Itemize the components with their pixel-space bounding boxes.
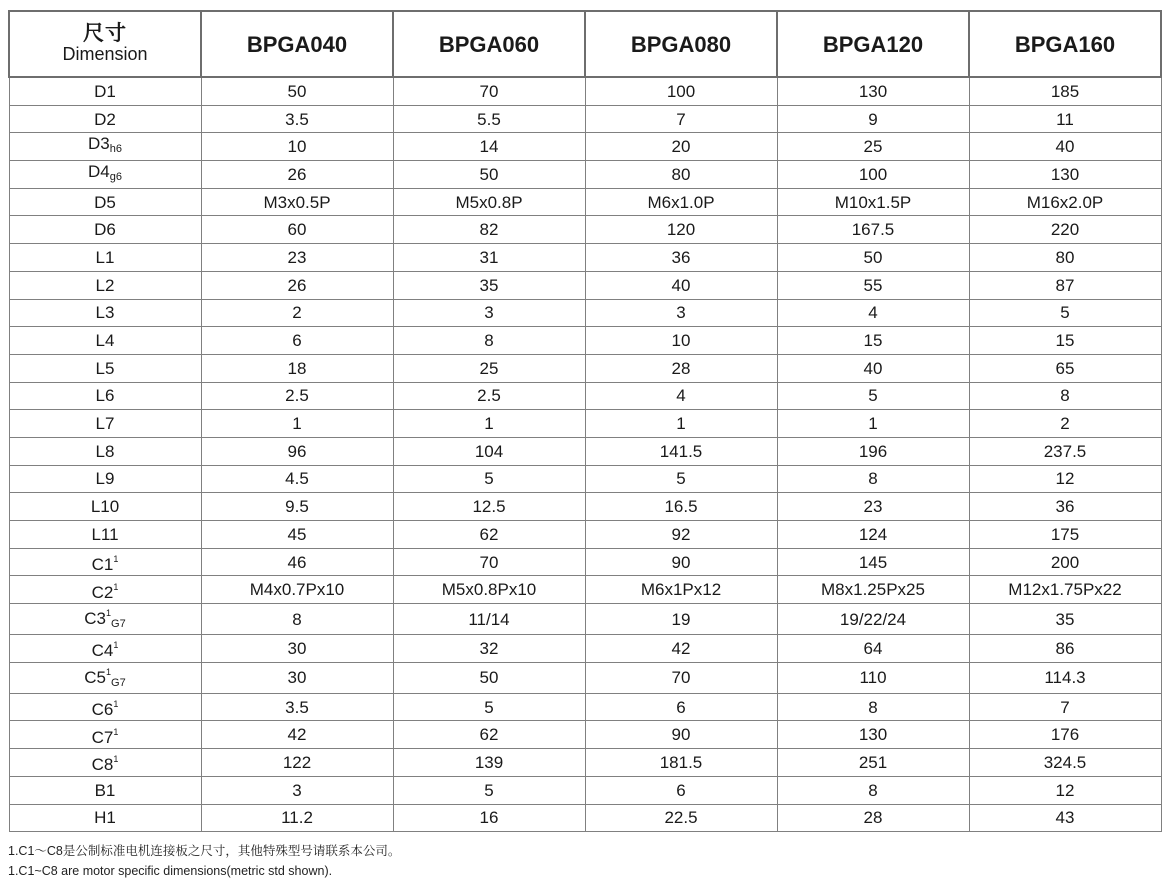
table-cell: 2 bbox=[969, 410, 1161, 438]
table-cell: 251 bbox=[777, 749, 969, 777]
dimension-label-text: C6 bbox=[91, 700, 114, 720]
table-cell: 12 bbox=[969, 465, 1161, 493]
footnote-cn: 1.C1～C8是公制标准电机连接板之尺寸，其他特殊型号请联系本公司。 bbox=[8, 844, 401, 858]
dimension-label bbox=[9, 299, 201, 327]
dimension-label-text: L6 bbox=[95, 386, 115, 406]
table-cell: M4x0.7Px10 bbox=[201, 576, 393, 604]
table-cell: 124 bbox=[777, 521, 969, 549]
table-cell: 3.5 bbox=[201, 105, 393, 133]
table-cell: 5 bbox=[393, 776, 585, 804]
dimension-label-text: H1 bbox=[94, 808, 116, 828]
table-cell: 45 bbox=[201, 521, 393, 549]
model-header: BPGA080 bbox=[585, 11, 777, 77]
table-row bbox=[9, 635, 1161, 663]
dimension-label-text: B1 bbox=[94, 780, 116, 800]
dimension-label bbox=[9, 548, 201, 576]
table-cell: 5 bbox=[969, 299, 1161, 327]
table-cell: 62 bbox=[393, 721, 585, 749]
table-cell: 220 bbox=[969, 216, 1161, 244]
dimension-label-text: L2 bbox=[95, 275, 115, 295]
table-cell: 130 bbox=[777, 77, 969, 105]
table-row bbox=[9, 749, 1161, 777]
model-header: BPGA120 bbox=[777, 11, 969, 77]
table-cell: 5 bbox=[393, 693, 585, 721]
table-cell: 6 bbox=[201, 327, 393, 355]
table-cell: 9.5 bbox=[201, 493, 393, 521]
table-cell: 8 bbox=[201, 604, 393, 635]
table-cell: 141.5 bbox=[585, 437, 777, 465]
table-row bbox=[9, 410, 1161, 438]
table-row bbox=[9, 493, 1161, 521]
table-cell: 9 bbox=[777, 105, 969, 133]
table-cell: 139 bbox=[393, 749, 585, 777]
table-row bbox=[9, 776, 1161, 804]
dimension-header-cn: 尺寸 bbox=[83, 22, 127, 45]
table-cell: 130 bbox=[969, 161, 1161, 189]
table-row bbox=[9, 299, 1161, 327]
table-cell: 7 bbox=[969, 693, 1161, 721]
dimension-label-text: L8 bbox=[95, 441, 115, 461]
dimension-label-text: L9 bbox=[95, 469, 115, 489]
dimension-label-text: D6 bbox=[94, 220, 116, 240]
table-row bbox=[9, 437, 1161, 465]
table-cell: 82 bbox=[393, 216, 585, 244]
table-cell: 46 bbox=[201, 548, 393, 576]
table-cell: 26 bbox=[201, 271, 393, 299]
footnote-marker: 1 bbox=[113, 640, 119, 651]
dimension-label bbox=[9, 721, 201, 749]
dimension-label bbox=[9, 77, 201, 105]
dimension-label-text: C2 bbox=[91, 582, 114, 602]
table-cell: 1 bbox=[393, 410, 585, 438]
table-cell: 32 bbox=[393, 635, 585, 663]
dimension-label bbox=[9, 216, 201, 244]
table-cell: 175 bbox=[969, 521, 1161, 549]
table-cell: 8 bbox=[777, 776, 969, 804]
table-cell: 6 bbox=[585, 776, 777, 804]
table-cell: 2.5 bbox=[201, 382, 393, 410]
dimension-label-text: L3 bbox=[95, 303, 115, 323]
table-row bbox=[9, 693, 1161, 721]
table-body bbox=[9, 77, 1161, 832]
table-cell: 42 bbox=[585, 635, 777, 663]
dimension-label bbox=[9, 382, 201, 410]
table-cell: 20 bbox=[585, 133, 777, 161]
table-row bbox=[9, 77, 1161, 105]
table-cell: M8x1.25Px25 bbox=[777, 576, 969, 604]
dimension-label-text: L10 bbox=[90, 497, 120, 517]
table-cell: 167.5 bbox=[777, 216, 969, 244]
table-cell: 80 bbox=[969, 244, 1161, 272]
dimension-label bbox=[9, 105, 201, 133]
table-cell: 30 bbox=[201, 635, 393, 663]
tolerance-subscript: G7 bbox=[111, 676, 126, 689]
table-row bbox=[9, 604, 1161, 635]
dimension-label-text: D3 bbox=[88, 134, 110, 154]
table-cell: 11.2 bbox=[201, 804, 393, 832]
footnote-marker: 1 bbox=[106, 666, 112, 677]
table-cell: 42 bbox=[201, 721, 393, 749]
table-cell: 16 bbox=[393, 804, 585, 832]
table-cell: 8 bbox=[393, 327, 585, 355]
table-cell: 16.5 bbox=[585, 493, 777, 521]
table-cell: 3 bbox=[393, 299, 585, 327]
table-cell: 8 bbox=[969, 382, 1161, 410]
table-cell: 196 bbox=[777, 437, 969, 465]
table-cell: 22.5 bbox=[585, 804, 777, 832]
table-cell: M10x1.5P bbox=[777, 188, 969, 216]
table-cell: 1 bbox=[201, 410, 393, 438]
table-cell: 114.3 bbox=[969, 662, 1161, 693]
table-cell: 64 bbox=[777, 635, 969, 663]
table-cell: 104 bbox=[393, 437, 585, 465]
table-cell: 200 bbox=[969, 548, 1161, 576]
table-cell: 120 bbox=[585, 216, 777, 244]
table-cell: 12.5 bbox=[393, 493, 585, 521]
dimension-label bbox=[9, 662, 201, 693]
table-row bbox=[9, 576, 1161, 604]
table-cell: 50 bbox=[201, 77, 393, 105]
dimension-label bbox=[9, 271, 201, 299]
table-cell: 324.5 bbox=[969, 749, 1161, 777]
table-cell: 185 bbox=[969, 77, 1161, 105]
dimension-label bbox=[9, 410, 201, 438]
table-cell: 35 bbox=[969, 604, 1161, 635]
model-header: BPGA060 bbox=[393, 11, 585, 77]
table-cell: 50 bbox=[777, 244, 969, 272]
table-cell: 5.5 bbox=[393, 105, 585, 133]
table-row bbox=[9, 721, 1161, 749]
dimension-label-text: C1 bbox=[91, 555, 114, 575]
dimension-label bbox=[9, 749, 201, 777]
table-cell: 100 bbox=[585, 77, 777, 105]
footnote-marker: 1 bbox=[113, 581, 119, 592]
dimension-label bbox=[9, 465, 201, 493]
dimension-label bbox=[9, 244, 201, 272]
dimension-label-text: L11 bbox=[91, 524, 119, 544]
dimension-label bbox=[9, 161, 201, 189]
table-cell: 36 bbox=[969, 493, 1161, 521]
dimension-table bbox=[8, 10, 1162, 832]
table-row bbox=[9, 271, 1161, 299]
tolerance-subscript: g6 bbox=[109, 170, 122, 183]
table-cell: 43 bbox=[969, 804, 1161, 832]
table-cell: 5 bbox=[777, 382, 969, 410]
table-cell: 62 bbox=[393, 521, 585, 549]
table-row bbox=[9, 521, 1161, 549]
dimension-label-text: D4 bbox=[88, 161, 110, 181]
model-header: BPGA040 bbox=[201, 11, 393, 77]
table-cell: 1 bbox=[585, 410, 777, 438]
table-cell: 15 bbox=[777, 327, 969, 355]
table-row bbox=[9, 465, 1161, 493]
table-cell: 87 bbox=[969, 271, 1161, 299]
table-cell: 90 bbox=[585, 721, 777, 749]
dimension-label bbox=[9, 327, 201, 355]
dimension-label bbox=[9, 576, 201, 604]
table-header bbox=[9, 11, 1161, 77]
table-cell: 36 bbox=[585, 244, 777, 272]
footnote-marker: 1 bbox=[106, 608, 112, 619]
table-cell: 176 bbox=[969, 721, 1161, 749]
dimension-label-text: D5 bbox=[94, 192, 116, 212]
dimension-header bbox=[9, 11, 201, 77]
dimension-label bbox=[9, 188, 201, 216]
dimension-label bbox=[9, 693, 201, 721]
footnote-marker: 1 bbox=[113, 726, 119, 737]
table-row bbox=[9, 161, 1161, 189]
table-cell: 4 bbox=[777, 299, 969, 327]
dimension-label bbox=[9, 521, 201, 549]
table-cell: 25 bbox=[777, 133, 969, 161]
dimension-label-text: C8 bbox=[91, 755, 114, 775]
table-cell: 130 bbox=[777, 721, 969, 749]
dimension-label bbox=[9, 635, 201, 663]
footnote-marker: 1 bbox=[113, 699, 119, 710]
table-cell: 26 bbox=[201, 161, 393, 189]
dimension-label-text: L5 bbox=[95, 358, 115, 378]
table-cell: 18 bbox=[201, 354, 393, 382]
dimension-label bbox=[9, 604, 201, 635]
dimension-label-text: C7 bbox=[91, 727, 114, 747]
table-row bbox=[9, 133, 1161, 161]
dimension-label-text: D2 bbox=[94, 109, 116, 129]
table-cell: 30 bbox=[201, 662, 393, 693]
table-row bbox=[9, 354, 1161, 382]
table-cell: 40 bbox=[969, 133, 1161, 161]
table-row bbox=[9, 662, 1161, 693]
table-cell: 65 bbox=[969, 354, 1161, 382]
table-cell: 2.5 bbox=[393, 382, 585, 410]
table-cell: 3 bbox=[585, 299, 777, 327]
table-cell: 145 bbox=[777, 548, 969, 576]
table-row bbox=[9, 548, 1161, 576]
table-cell: M12x1.75Px22 bbox=[969, 576, 1161, 604]
table-cell: 28 bbox=[585, 354, 777, 382]
table-cell: 4 bbox=[585, 382, 777, 410]
dimension-label-text: C3 bbox=[84, 609, 107, 629]
table-cell: 19 bbox=[585, 604, 777, 635]
table-cell: 8 bbox=[777, 465, 969, 493]
table-cell: 23 bbox=[777, 493, 969, 521]
table-cell: 6 bbox=[585, 693, 777, 721]
table-cell: 28 bbox=[777, 804, 969, 832]
table-cell: 10 bbox=[201, 133, 393, 161]
table-cell: 8 bbox=[777, 693, 969, 721]
footnote-marker: 1 bbox=[113, 754, 119, 765]
table-cell: 100 bbox=[777, 161, 969, 189]
table-cell: M5x0.8Px10 bbox=[393, 576, 585, 604]
table-cell: 2 bbox=[201, 299, 393, 327]
table-cell: 40 bbox=[585, 271, 777, 299]
table-cell: 31 bbox=[393, 244, 585, 272]
dimension-label-text: L4 bbox=[95, 331, 115, 351]
table-row bbox=[9, 804, 1161, 832]
table-cell: 10 bbox=[585, 327, 777, 355]
table-row bbox=[9, 188, 1161, 216]
tolerance-subscript: h6 bbox=[109, 143, 122, 156]
table-cell: M6x1Px12 bbox=[585, 576, 777, 604]
table-cell: 11 bbox=[969, 105, 1161, 133]
table-cell: M6x1.0P bbox=[585, 188, 777, 216]
table-cell: 40 bbox=[777, 354, 969, 382]
header-row bbox=[9, 11, 1161, 77]
table-cell: 5 bbox=[585, 465, 777, 493]
table-cell: 50 bbox=[393, 662, 585, 693]
table-row bbox=[9, 327, 1161, 355]
footnote-marker: 1 bbox=[113, 554, 119, 565]
table-cell: 70 bbox=[393, 77, 585, 105]
dimension-label bbox=[9, 437, 201, 465]
table-cell: 86 bbox=[969, 635, 1161, 663]
dimension-label-text: C5 bbox=[84, 667, 107, 687]
table-cell: 60 bbox=[201, 216, 393, 244]
table-cell: 110 bbox=[777, 662, 969, 693]
table-cell: 122 bbox=[201, 749, 393, 777]
dimension-label bbox=[9, 493, 201, 521]
dimension-label bbox=[9, 804, 201, 832]
table-cell: 3.5 bbox=[201, 693, 393, 721]
table-cell: 19/22/24 bbox=[777, 604, 969, 635]
footnote-en: 1.C1~C8 are motor specific dimensions(metric std shown). bbox=[8, 864, 333, 878]
table-cell: 96 bbox=[201, 437, 393, 465]
dimension-header-en: Dimension bbox=[62, 44, 148, 64]
table-cell: 25 bbox=[393, 354, 585, 382]
table-cell: M5x0.8P bbox=[393, 188, 585, 216]
table-row bbox=[9, 216, 1161, 244]
dimension-label bbox=[9, 776, 201, 804]
table-cell: 55 bbox=[777, 271, 969, 299]
table-cell: 80 bbox=[585, 161, 777, 189]
footnotes bbox=[8, 841, 400, 881]
table-row bbox=[9, 105, 1161, 133]
table-row bbox=[9, 244, 1161, 272]
table-cell: 23 bbox=[201, 244, 393, 272]
dimension-label-text: D1 bbox=[94, 81, 116, 101]
table-cell: 12 bbox=[969, 776, 1161, 804]
model-header: BPGA160 bbox=[969, 11, 1161, 77]
table-cell: 4.5 bbox=[201, 465, 393, 493]
table-cell: 50 bbox=[393, 161, 585, 189]
table-cell: 7 bbox=[585, 105, 777, 133]
table-cell: 90 bbox=[585, 548, 777, 576]
table-cell: 3 bbox=[201, 776, 393, 804]
table-row bbox=[9, 382, 1161, 410]
table-cell: 1 bbox=[777, 410, 969, 438]
dimension-label-text: L1 bbox=[95, 247, 115, 267]
table-cell: 70 bbox=[393, 548, 585, 576]
dimension-label-text: L7 bbox=[95, 414, 115, 434]
table-cell: M3x0.5P bbox=[201, 188, 393, 216]
table-cell: 92 bbox=[585, 521, 777, 549]
table-cell: 5 bbox=[393, 465, 585, 493]
dimension-label bbox=[9, 133, 201, 161]
table-cell: M16x2.0P bbox=[969, 188, 1161, 216]
table-cell: 181.5 bbox=[585, 749, 777, 777]
table-cell: 15 bbox=[969, 327, 1161, 355]
tolerance-subscript: G7 bbox=[111, 618, 126, 631]
dimension-label-text: C4 bbox=[91, 641, 114, 661]
table-cell: 11/14 bbox=[393, 604, 585, 635]
table-cell: 237.5 bbox=[969, 437, 1161, 465]
table-cell: 70 bbox=[585, 662, 777, 693]
table-cell: 14 bbox=[393, 133, 585, 161]
table-cell: 35 bbox=[393, 271, 585, 299]
dimension-label bbox=[9, 354, 201, 382]
